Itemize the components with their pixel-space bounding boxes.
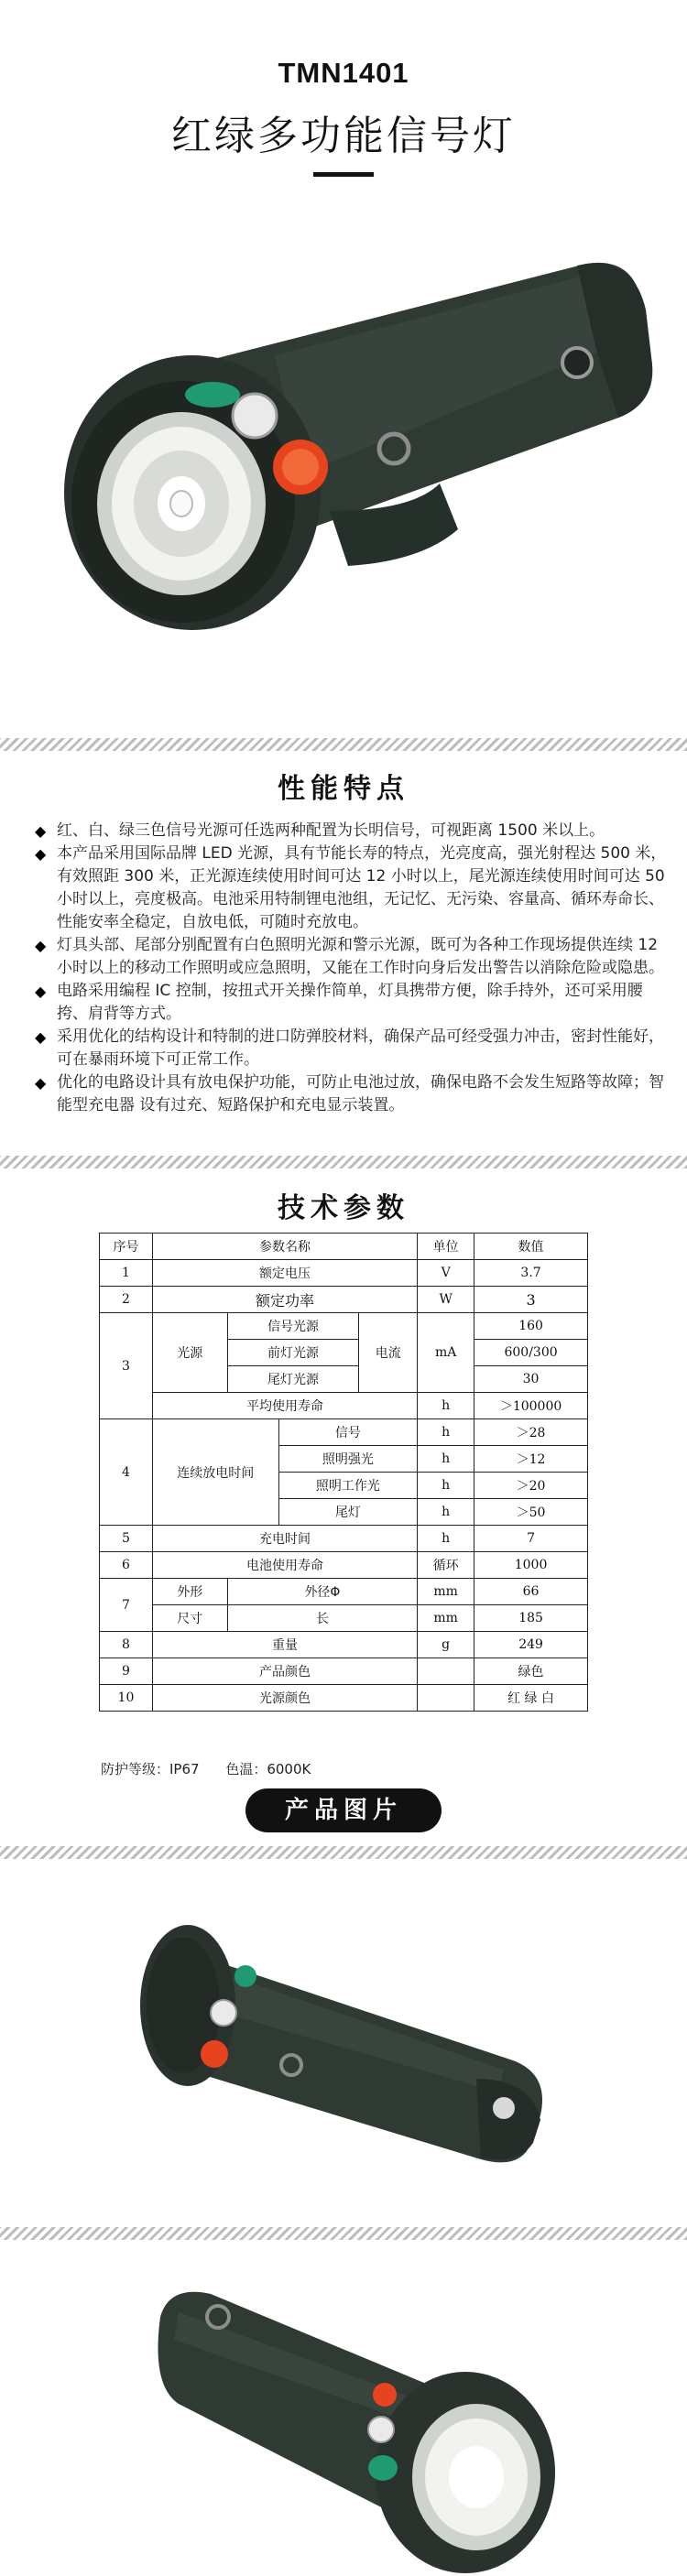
table-row: 照明工作光 h ＞20 (100, 1473, 588, 1499)
photos-title-badge: 产品图片 (245, 1788, 442, 1832)
table-row: 前灯光源 600/300 (100, 1340, 588, 1366)
header-param: 参数名称 (152, 1234, 417, 1260)
product-title: 红绿多功能信号灯 (171, 113, 516, 159)
section-divider-3 (0, 1846, 687, 1859)
features-list (35, 820, 667, 1117)
section-divider-1 (0, 738, 687, 751)
table-row: 10 光源颜色 红 绿 白 (100, 1685, 588, 1712)
feature-item: ◆ 本产品采用国际品牌 LED 光源，具有节能长寿的特点，光亮度高，强光射程达 500 米，有效照距 300 米，正光源连续使用时间可达 12 小时以上，尾光源连续使用时间可达 50 小时以上，亮度极高。电池采用特制锂电池组，无记忆、无污染、容量高、循环寿命长、性能安率全稳定，自放电低，可随时充放电。 (35, 844, 667, 931)
feature-item: ◆ 红、白、绿三色信号光源可任选两种配置为长明信号，可视距离 1500 米以上。 (35, 820, 667, 842)
table-row: 4 连续放电时间 信号 h ＞28 (100, 1419, 588, 1446)
section-divider-4 (0, 2227, 687, 2240)
bullet-icon: ◆ (35, 1074, 47, 1092)
table-row: 5 充电时间 h 7 (100, 1526, 588, 1552)
table-row: 6 电池使用寿命 循环 1000 (100, 1552, 588, 1579)
bullet-icon: ◆ (35, 1028, 47, 1046)
protection-rating: 防护等级：IP67 (101, 1761, 200, 1777)
header-unit: 单位 (418, 1234, 474, 1260)
table-row: 3 光源 信号光源 电流 mA 160 (100, 1313, 588, 1340)
product-photo-1 (0, 1868, 687, 2216)
page-header (0, 0, 687, 183)
section-divider-2 (0, 1156, 687, 1168)
table-row: 尾灯光源 30 (100, 1366, 588, 1393)
spec-footnote (101, 1759, 333, 1778)
feature-item: ◆ 电路采用编程 IC 控制，按扭式开关操作简单，灯具携带方便，除手持外，还可采用腰挎、肩背等方式。 (35, 982, 643, 1023)
feature-item: ◆ 灯具头部、尾部分别配置有白色照明光源和警示光源，既可为各种工作现场提供连续 12 小时以上的移动工作照明或应急照明，又能在工作时向身后发出警告以消除危险或隐患。 (35, 936, 664, 977)
features-title: 性能特点 (278, 773, 409, 805)
bullet-icon: ◆ (35, 845, 47, 863)
table-row: 1 额定电压 V 3.7 (100, 1260, 588, 1287)
model-number: TMN1401 (278, 57, 409, 89)
spec-table (99, 1233, 588, 1712)
bullet-icon: ◆ (35, 822, 47, 840)
header-no: 序号 (100, 1234, 153, 1260)
table-row: 照明强光 h ＞12 (100, 1446, 588, 1473)
bullet-icon: ◆ (35, 983, 47, 1000)
table-row: 尾灯 h ＞50 (100, 1499, 588, 1526)
bullet-icon: ◆ (35, 937, 47, 954)
table-header-row (100, 1234, 588, 1260)
table-row: 8 重量 g 249 (100, 1632, 588, 1658)
table-row: 2 额定功率 W 3 (100, 1287, 588, 1313)
table-row: 平均使用寿命 h ＞100000 (100, 1393, 588, 1419)
product-photo-2 (0, 2248, 687, 2576)
feature-item: ◆ 优化的电路设计具有放电保护功能，可防止电池过放，确保电路不会发生短路等故障；智能型充电器 设有过充、短路保护和充电显示装置。 (35, 1073, 664, 1114)
hero-product-image (0, 209, 687, 722)
color-temperature: 色温：6000K (225, 1761, 311, 1777)
feature-item: ◆ 采用优化的结构设计和特制的进口防弹胶材料，确保产品可经受强力冲击，密封性能好，可在暴雨环境下可正常工作。 (35, 1027, 664, 1069)
table-row: 尺寸 长 mm 185 (100, 1605, 588, 1632)
header-value: 数值 (474, 1234, 588, 1260)
specs-title: 技术参数 (278, 1192, 409, 1224)
table-row: 7 外形 外径Φ mm 66 (100, 1579, 588, 1605)
title-underline (313, 172, 374, 177)
table-row: 9 产品颜色 绿色 (100, 1658, 588, 1685)
